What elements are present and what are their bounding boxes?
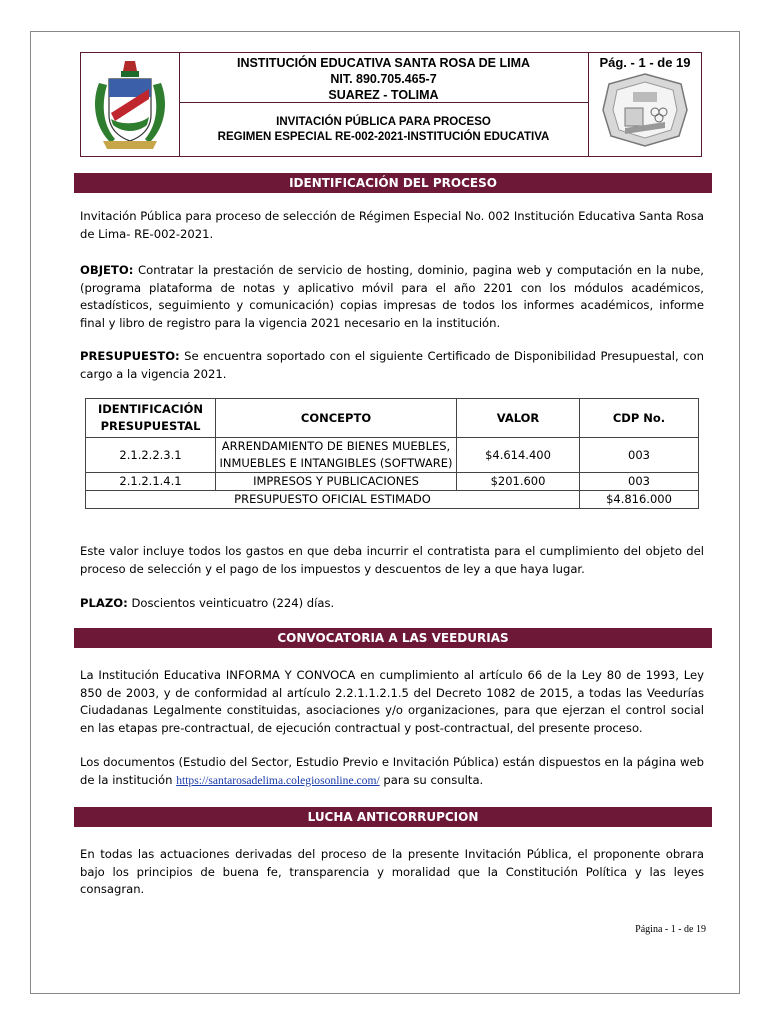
intro-paragraph: Invitación Pública para proceso de selección de Régimen Especial No. 002 Institución Educativa Santa Rosa de Lima- RE-002-2021. <box>80 209 704 241</box>
convocation-paragraph: La Institución Educativa INFORMA Y CONVOCA en cumplimiento al artículo 66 de la Ley 80 de 1993, Ley 850 de 2003, y de conformidad al artículo 2.2.1.1.2.1.5 del Decreto 1082 de 2015, a todas las Veedurías Ciudadanas Legalmente constituidas, asociaciones y/o organizaciones, para que ejerzan el control social en las etapas pre-contractual, de ejecución contractual y post-contractual, del presente proceso. <box>80 668 704 735</box>
budget-total-value: $4.816.000 <box>580 491 699 509</box>
valor-note-paragraph: Este valor incluye todos los gastos en que deba incurrir el contratista para el cumplimiento del objeto del proceso de selección y el pago de los impuestos y descuentos de ley a que haya lugar. <box>80 544 704 576</box>
page-seal-cell <box>589 53 701 156</box>
table-row <box>86 473 699 491</box>
budget-cell-value: $4.614.400 <box>457 438 580 473</box>
institution-location: SUAREZ - TOLIMA <box>328 88 439 102</box>
budget-total-label: PRESUPUESTO OFICIAL ESTIMADO <box>86 491 580 509</box>
presupuesto-text: Se encuentra soportado con el siguiente Certificado de Disponibilidad Presupuestal, con cargo a la vigencia 2021. <box>80 349 704 381</box>
documents-paragraph <box>80 754 704 789</box>
budget-cell-cdp: 003 <box>580 438 699 473</box>
institution-shield-logo <box>81 53 180 156</box>
process-subtitle-block <box>179 103 589 156</box>
section-identification-bar: IDENTIFICACIÓN DEL PROCESO <box>74 173 712 193</box>
table-row <box>86 438 699 473</box>
budget-header-id: IDENTIFICACIÓN PRESUPUESTAL <box>86 399 216 438</box>
institution-website-link[interactable]: https://santarosadelima.colegiosonline.com/ <box>176 773 380 787</box>
presupuesto-paragraph <box>80 348 704 383</box>
documents-text-after: para su consulta. <box>379 772 484 787</box>
plazo-label: PLAZO: <box>80 596 128 610</box>
budget-cell-cdp: 003 <box>580 473 699 491</box>
budget-cell-value: $201.600 <box>457 473 580 491</box>
budget-cell-id: 2.1.2.1.4.1 <box>86 473 216 491</box>
invitation-title: INVITACIÓN PÚBLICA PARA PROCESO <box>276 116 491 128</box>
budget-cell-concept: IMPRESOS Y PUBLICACIONES <box>216 473 457 491</box>
budget-table-header <box>86 399 699 438</box>
budget-cell-id: 2.1.2.2.3.1 <box>86 438 216 473</box>
budget-total-row <box>86 491 699 509</box>
objeto-label: OBJETO: <box>80 263 134 277</box>
institution-name: INSTITUCIÓN EDUCATIVA SANTA ROSA DE LIMA <box>236 56 531 70</box>
plazo-text: Doscientos veinticuatro (224) días. <box>127 596 335 610</box>
anticorruption-paragraph: En todas las actuaciones derivadas del proceso de la presente Invitación Pública, el proponente obrara bajo los principios de buena fe, transparencia y moralidad que la Constitución Política y las leyes consagran. <box>80 847 704 896</box>
objeto-paragraph <box>80 262 704 332</box>
section-convocation-bar: CONVOCATORIA A LAS VEEDURIAS <box>74 628 712 648</box>
document-header <box>80 52 702 157</box>
documents-text-before: Los documentos (Estudio del Sector, Estudio Previo e Invitación Pública) están dispuestos en la página web de la institución <box>80 755 704 787</box>
footer-page-number: Página - 1 - de 19 <box>635 924 706 935</box>
plazo-paragraph <box>80 595 704 613</box>
institution-seal-icon <box>595 70 695 150</box>
institution-title-block <box>179 53 589 103</box>
regime-title: REGIMEN ESPECIAL RE-002-2021-INSTITUCIÓN EDUCATIVA <box>217 131 550 143</box>
header-page-number: Pág. - 1 - de 19 <box>599 55 691 70</box>
budget-header-cdp: CDP No. <box>580 399 699 438</box>
budget-header-value: VALOR <box>457 399 580 438</box>
institution-nit: NIT. 890.705.465-7 <box>330 72 437 86</box>
budget-table <box>85 398 699 509</box>
budget-cell-concept: ARRENDAMIENTO DE BIENES MUEBLES, INMUEBLES E INTANGIBLES (SOFTWARE) <box>216 438 457 473</box>
objeto-text: Contratar la prestación de servicio de hosting, dominio, pagina web y computación en la nube, (programa plataforma de notas y aplicativo móvil para el año 2201 con los módulos académicos, estadísticos, seguimiento y comunicación) copias impresas de todos los informes académicos, informe final y libro de registro para la vigencia 2021 necesario en la institución. <box>80 263 704 330</box>
section-anticorruption-bar: LUCHA ANTICORRUPCION <box>74 807 712 827</box>
budget-header-concept: CONCEPTO <box>216 399 457 438</box>
presupuesto-label: PRESUPUESTO: <box>80 349 180 363</box>
